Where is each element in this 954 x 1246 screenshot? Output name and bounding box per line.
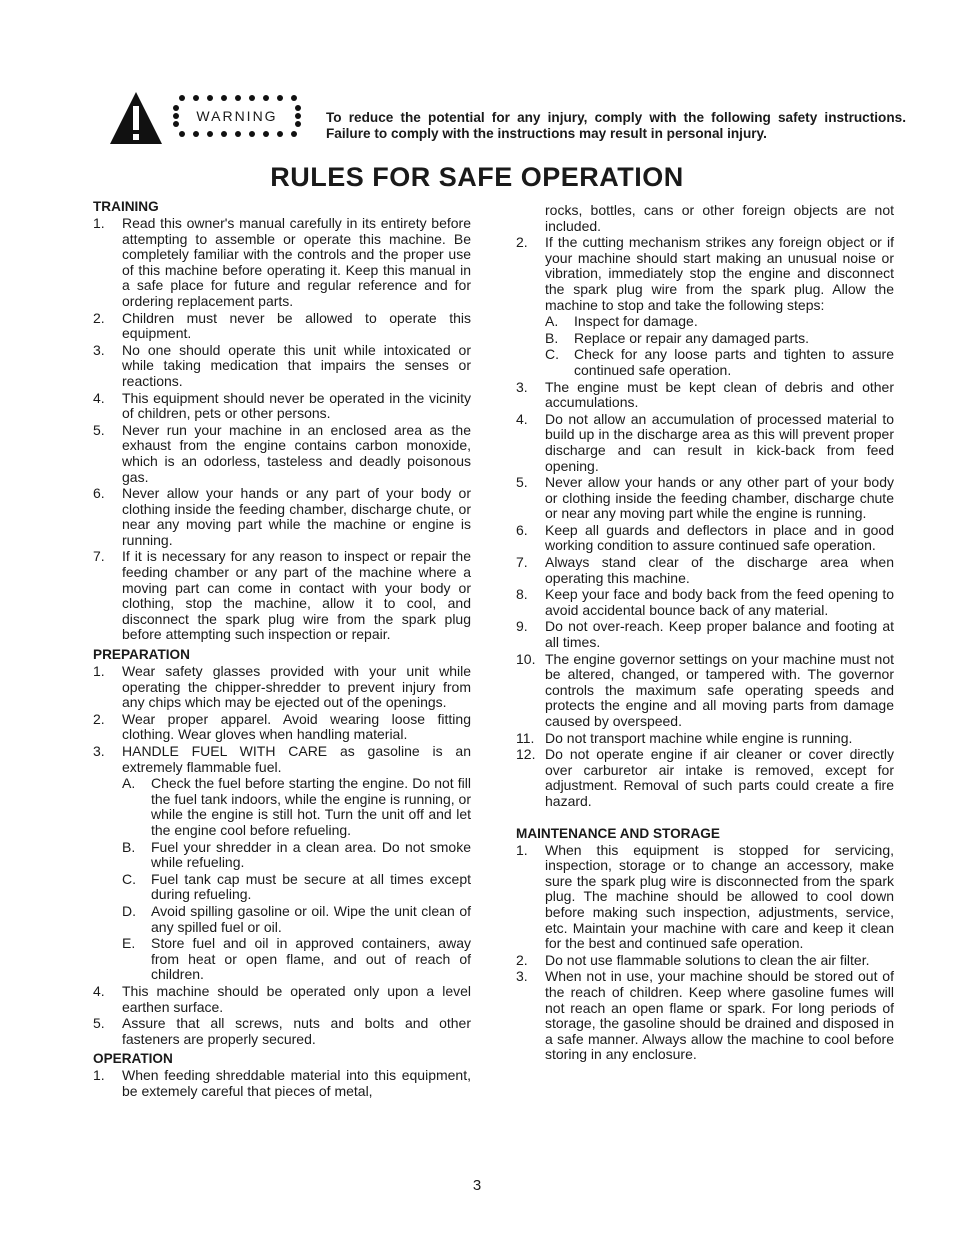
list-item bbox=[93, 744, 471, 775]
item-text: Check for any loose parts and tighten to assure continued safe operation. bbox=[574, 346, 894, 378]
item-number: 10. bbox=[516, 650, 536, 667]
item-text: Do not transport machine while engine is running. bbox=[545, 729, 853, 746]
list-item bbox=[93, 486, 471, 548]
list-item bbox=[516, 953, 894, 969]
list-item bbox=[93, 343, 471, 390]
list-item bbox=[516, 652, 894, 730]
section-heading-maintenance: MAINTENANCE AND STORAGE bbox=[516, 825, 720, 841]
sub-item bbox=[122, 872, 471, 903]
item-text: No one should operate this unit while intoxicated or while taking medication that impairs the senses or reactions. bbox=[122, 341, 471, 389]
warning-triangle-icon bbox=[108, 90, 164, 146]
sub-item-label: A. bbox=[122, 775, 136, 792]
maintenance-list bbox=[516, 843, 894, 1063]
item-text: Assure that all screws, nuts and bolts and other fasteners are properly secured. bbox=[122, 1015, 471, 1047]
list-item bbox=[516, 412, 894, 474]
item-number: 2. bbox=[93, 309, 105, 326]
item-number: 2. bbox=[93, 710, 105, 727]
right-column bbox=[516, 203, 894, 1063]
item-text: Read this owner's manual carefully in its entirety before attempting to assemble or operate this machine. Be completely familiar with the controls and the proper use of this machine before operating it. Keep this manual in a safe place for future and regular reference and for ordering replacement parts. bbox=[122, 215, 471, 309]
item-text: When not in use, your machine should be stored out of the reach of children. Keep where gasoline fumes will not reach an open flame or spark. For long periods of storage, the gasoline should be drained and disposed in a safe manner. Always allow the machine to cool before storing in any enclosure. bbox=[545, 968, 894, 1063]
list-item bbox=[516, 523, 894, 554]
sub-item-label: C. bbox=[122, 870, 136, 887]
training-list bbox=[93, 216, 471, 643]
item-number: 11. bbox=[516, 729, 535, 746]
item-text: If it is necessary for any reason to inspect or repair the feeding chamber or any part of the machine where a moving part can come in contact with your body or clothing, stop the machine, allow it to cool, and disconnect the spark plug wire from the spark plug before attempting such inspection or repair. bbox=[122, 548, 471, 643]
sub-item bbox=[545, 331, 894, 347]
list-item bbox=[516, 731, 894, 747]
operation-list bbox=[516, 380, 894, 810]
list-item bbox=[93, 549, 471, 643]
warning-label: WARNING bbox=[196, 108, 278, 124]
sub-item-label: C. bbox=[545, 346, 559, 363]
sub-item bbox=[122, 936, 471, 983]
item-text: Fuel your shredder in a clean area. Do not smoke while refueling. bbox=[151, 838, 471, 871]
item-text: HANDLE FUEL WITH CARE as gasoline is an extremely flammable fuel. bbox=[122, 743, 471, 775]
item-number: 1. bbox=[93, 215, 105, 231]
operation-steps bbox=[516, 314, 894, 378]
warning-box bbox=[172, 94, 302, 138]
item-text: Always stand clear of the discharge area when operating this machine. bbox=[545, 554, 894, 586]
list-item bbox=[93, 712, 471, 743]
item-text: Inspect for damage. bbox=[574, 313, 698, 330]
list-item-continued bbox=[516, 203, 894, 234]
item-text: Do not operate engine if air cleaner or cover directly over carburetor air intake is removed, except for adjustment. Removal of such parts could create a fire hazard. bbox=[545, 746, 894, 809]
sub-item bbox=[122, 776, 471, 838]
list-item bbox=[93, 423, 471, 485]
item-number: 6. bbox=[93, 485, 105, 502]
list-item bbox=[93, 1016, 471, 1047]
item-number: 12. bbox=[516, 746, 536, 763]
warning-header bbox=[108, 88, 908, 154]
item-text: When feeding shreddable material into this equipment, be extemely careful that pieces of metal, bbox=[122, 1067, 471, 1099]
item-text: Do not over-reach. Keep proper balance and footing at all times. bbox=[545, 618, 894, 651]
item-number: 1. bbox=[93, 663, 105, 680]
item-number: 9. bbox=[516, 618, 528, 635]
list-item bbox=[516, 555, 894, 586]
item-text: Wear proper apparel. Avoid wearing loose fitting clothing. Wear gloves when handling material. bbox=[122, 710, 471, 743]
list-item bbox=[93, 1068, 471, 1099]
item-text: Never allow your hands or any part of your body or clothing inside the feeding chamber, discharge chute, or near any moving part while the machine or engine is running. bbox=[122, 485, 471, 548]
section-heading-training: TRAINING bbox=[93, 199, 159, 214]
item-number: 3. bbox=[516, 968, 528, 985]
left-column bbox=[93, 199, 471, 1099]
sub-item bbox=[122, 904, 471, 935]
item-number: 1. bbox=[93, 1067, 105, 1084]
item-text: Do not use flammable solutions to clean the air filter. bbox=[545, 951, 870, 968]
preparation-sublist bbox=[93, 776, 471, 983]
item-text: When this equipment is stopped for servicing, inspection, storage or to change an accessory, make sure the spark plug wire is disconnected from the spark plug. The machine should be allowed to cool down before making such inspection, adjustments, service, etc. Maintain your machine with care and keep it clean for the best and continued safe operation. bbox=[545, 841, 894, 952]
item-text: Children must never be allowed to operate this equipment. bbox=[122, 309, 471, 342]
item-text: Keep your face and body back from the feed opening to avoid accidental bounce back of any material. bbox=[545, 586, 894, 618]
item-text: rocks, bottles, cans or other foreign objects are not included. bbox=[545, 202, 894, 234]
list-item bbox=[93, 216, 471, 310]
item-number: 4. bbox=[516, 410, 528, 427]
item-number: 4. bbox=[93, 389, 105, 406]
item-text: The engine governor settings on your machine must not be altered, changed, or tampered with. The governor controls the maximum safe operating speeds and protects the engine and all moving parts from damage caused by overspeed. bbox=[545, 650, 894, 729]
item-text: Never allow your hands or any other part of your body or clothing inside the feeding chamber, discharge chute or near any moving part while the engine is running. bbox=[545, 474, 894, 522]
item-number: 3. bbox=[516, 378, 528, 395]
item-text: Check the fuel before starting the engine. Do not fill the fuel tank indoors, while the engine is running, or while the engine is still hot. Turn the unit off and let the engine cool before refueling. bbox=[151, 775, 471, 838]
list-item bbox=[516, 475, 894, 522]
item-number: 5. bbox=[516, 474, 528, 491]
warning-text: To reduce the potential for any injury, comply with the following safety instructions. Failure to comply with the instructions may result in personal injury. bbox=[326, 110, 906, 141]
sub-item bbox=[545, 347, 894, 378]
list-item bbox=[516, 587, 894, 618]
page-number: 3 bbox=[472, 1177, 482, 1194]
item-text: Avoid spilling gasoline or oil. Wipe the unit clean of any spilled fuel or oil. bbox=[151, 902, 471, 935]
item-number: 6. bbox=[516, 521, 528, 538]
item-text: Do not allow an accumulation of processed material to build up in the discharge area as this will prevent proper discharge and can result in kick-back from feed opening. bbox=[545, 410, 894, 474]
item-text: If the cutting mechanism strikes any foreign object or if your machine should start making an unusual noise or vibration, immediately stop the engine and disconnect the spark plug wire from the spark plug. Allow the machine to stop and take the following steps: bbox=[545, 234, 894, 313]
item-text: This equipment should never be operated in the vicinity of children, pets or other persons. bbox=[122, 389, 471, 422]
item-number: 5. bbox=[93, 421, 105, 438]
item-text: Keep all guards and deflectors in place and in good working condition to assure continued safe operation. bbox=[545, 521, 894, 554]
sub-item-label: A. bbox=[545, 313, 559, 330]
item-text: This machine should be operated only upon a level earthen surface. bbox=[122, 982, 471, 1015]
item-text: Never run your machine in an enclosed area as the exhaust from the engine contains carbon monoxide, which is an odorless, tasteless and deadly poisonous gas. bbox=[122, 421, 471, 485]
section-heading-preparation: PREPARATION bbox=[93, 647, 190, 663]
preparation-list-continued bbox=[93, 984, 471, 1047]
list-item bbox=[516, 619, 894, 650]
sub-item-label: B. bbox=[122, 838, 136, 855]
item-text: Wear safety glasses provided with your unit while operating the chipper-shredder to prevent injury from any chips which may be ejected out of the openings. bbox=[122, 663, 471, 711]
list-item bbox=[516, 747, 894, 809]
sub-item-label: E. bbox=[122, 935, 136, 952]
item-number: 3. bbox=[93, 341, 105, 358]
item-number: 2. bbox=[516, 234, 528, 251]
list-item bbox=[516, 969, 894, 1063]
item-number: 2. bbox=[516, 951, 528, 968]
section-heading-operation: OPERATION bbox=[93, 1051, 173, 1067]
sub-item bbox=[122, 840, 471, 871]
list-item bbox=[516, 235, 894, 313]
item-number: 4. bbox=[93, 982, 105, 999]
item-number: 7. bbox=[93, 548, 105, 565]
list-item bbox=[93, 664, 471, 711]
item-text: Replace or repair any damaged parts. bbox=[574, 329, 810, 346]
sub-item-label: D. bbox=[122, 902, 136, 919]
sub-item-label: B. bbox=[545, 329, 559, 346]
item-text: The engine must be kept clean of debris and other accumulations. bbox=[545, 378, 894, 411]
list-item bbox=[516, 380, 894, 411]
list-item bbox=[93, 311, 471, 342]
item-number: 1. bbox=[516, 841, 528, 858]
item-text: Store fuel and oil in approved containers, away from heat or open flame, and out of reach of children. bbox=[151, 935, 471, 983]
item-number: 5. bbox=[93, 1015, 105, 1032]
item-number: 3. bbox=[93, 743, 105, 759]
page-title: RULES FOR SAFE OPERATION bbox=[270, 162, 684, 192]
sub-item bbox=[545, 314, 894, 330]
item-number: 8. bbox=[516, 586, 528, 603]
list-item bbox=[93, 984, 471, 1015]
list-item bbox=[516, 843, 894, 952]
item-text: Fuel tank cap must be secure at all times except during refueling. bbox=[151, 870, 471, 903]
item-number: 7. bbox=[516, 554, 528, 571]
list-item bbox=[93, 391, 471, 422]
preparation-list bbox=[93, 664, 471, 775]
